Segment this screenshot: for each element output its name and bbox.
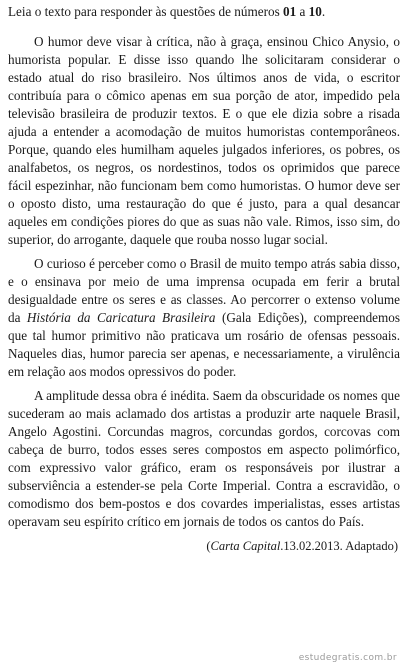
instruction-text: Leia o texto para responder às questões de números bbox=[8, 4, 284, 19]
paragraph-2-after: (Gala Edições), compreendemos que tal humor primitivo não praticava um rosário de ofensas pessoais. Naqueles dias, humor parecia ser apenas, e necessariamente, a virulência em relação aos modos opressivos do poder. bbox=[8, 310, 401, 379]
instruction-line bbox=[8, 3, 400, 21]
source-open-paren: ( bbox=[206, 539, 211, 553]
paragraph-2-before: O curioso é perceber como o Brasil de muito tempo atrás sabia disso, e o ensinava por meio de uma imprensa ocupada em ferir a brutal desigualdade entre os seres e as classes. Ao percorrer o extenso volume da bbox=[8, 256, 400, 325]
paragraph-2 bbox=[8, 255, 400, 381]
book-title: História da Caricatura Brasileira bbox=[26, 310, 216, 325]
instruction-period: . bbox=[321, 4, 326, 19]
paragraph-3: A amplitude dessa obra é inédita. Saem da obscuridade os nomes que sucederam ao mais aclamado dos artistas a produzir arte naquele Brasil, Angelo Agostini. Corcundas magros, corcundas gordos, corcovas com cabeça de burro, todos esses seres compostos em aspecto polimórfico, com expressivo valor gráfico, eram os responsáveis por ilustrar a subserviência a estender-se pela Corte Imperial. Contra a escravidão, o comodismo dos bem-postos e dos covardes imperialistas, esses artistas operavam seu espírito crítico em jornais de todos os cantos do País. bbox=[8, 388, 400, 529]
source-date: .13.02.2013. Adaptado) bbox=[280, 539, 398, 553]
watermark-text: estudegratis.com.br bbox=[298, 653, 397, 663]
document-page bbox=[8, 0, 400, 555]
source-citation bbox=[8, 537, 400, 555]
instruction-connector: a bbox=[296, 4, 309, 19]
source-publication: Carta Capital bbox=[210, 539, 281, 553]
question-start-number: 01 bbox=[283, 4, 297, 19]
question-end-number: 10 bbox=[308, 4, 322, 19]
paragraph-1: O humor deve visar à crítica, não à graça, ensinou Chico Anysio, o humorista popular. E disse isso quando lhe solicitaram considerar o estado atual do riso brasileiro. Nos últimos anos de vida, o escritor contribuía para o cômico apenas em sua porção de ator, impedido pela televisão brasileira de produzir textos. E o que ele dizia sobre a risada ajuda a entender a acomodação de muitos humoristas contemporâneos. Porque, quando eles humilham aqueles julgados inferiores, os pobres, os analfabetos, os negros, os nordestinos, todos os oprimidos que parece fácil espezinhar, não funcionam bem como humoristas. O humor deve ser o oposto disto, uma restauração do que é justo, para a qual desancar aqueles em condições piores do que as suas não vale. Rimos, isso sim, do superior, do arrogante, daquele que rouba nosso lugar social. bbox=[8, 34, 400, 247]
